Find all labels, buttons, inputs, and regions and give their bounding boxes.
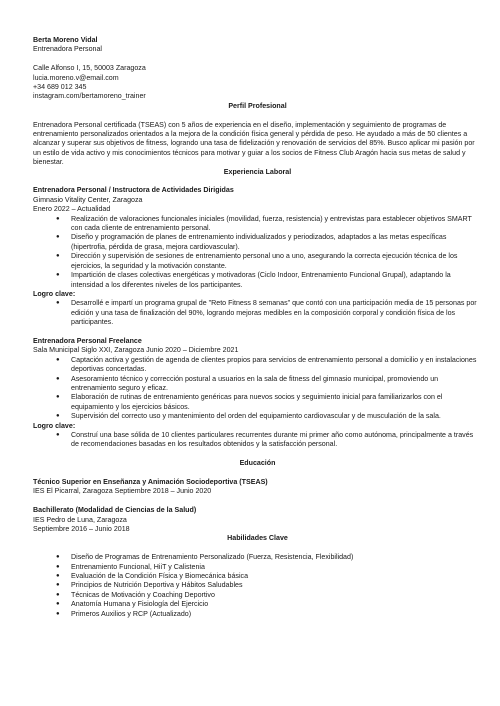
achievement-label: Logro clave: (33, 421, 76, 430)
skills-list (33, 553, 482, 619)
degree-school: IES Pedro de Luna, Zaragoza (33, 515, 127, 524)
education-entry (33, 478, 482, 497)
candidate-name: Berta Moreno Vidal (33, 36, 98, 44)
job-entry (33, 186, 482, 327)
candidate-title: Entrenadora Personal (33, 45, 103, 54)
list-item: ● Diseño de Programas de Entrenamiento Personalizado (Fuerza, Resistencia, Flexibilidad) (61, 553, 482, 562)
job-role: Entrenadora Personal / Instructora de Actividades Dirigidas (33, 186, 234, 195)
degree-title: Bachillerato (Modalidad de Ciencias de la Salud) (33, 506, 197, 515)
job-company: Gimnasio Vitality Center, Zaragoza (33, 195, 143, 204)
job-company-dates: Sala Municipal Siglo XXI, Zaragoza Junio 2020 – Diciembre 2021 (33, 346, 239, 355)
achievement-item: ● Construí una base sólida de 10 clientes particulares recurrentes durante mi primer año como autónoma, principalmente a través de recomendaciones basadas en los resultados obtenidos y la satisfacción personal. (61, 431, 482, 450)
achievement-list (33, 431, 482, 450)
list-item: ● Técnicas de Motivación y Coaching Deportivo (61, 591, 482, 600)
section-heading-experience: Experiencia Laboral (223, 167, 292, 176)
phone: +34 689 012 345 (33, 83, 87, 92)
list-item: ● Primeros Auxilios y RCP (Actualizado) (61, 610, 482, 619)
list-item: ● Dirección y supervisión de sesiones de entrenamiento personal uno a uno, asegurando la correcta ejecución técnica de los ejercicios, la seguridad y la motivación constante. (61, 252, 482, 271)
list-item: ● Asesoramiento técnico y corrección postural a usuarios en la sala de fitness del gimnasio municipal, promoviendo un entrenamiento seguro y eficaz. (61, 375, 482, 394)
list-item: ● Realización de valoraciones funcionales iniciales (movilidad, fuerza, resistencia) y entrevistas para establecer objetivos SMART con cada cliente de entrenamiento personal. (61, 215, 482, 234)
list-item: ● Supervisión del correcto uso y mantenimiento del orden del equipamiento cardiovascular y de musculación de la sala. (61, 412, 482, 421)
degree-dates: Septiembre 2016 – Junio 2018 (33, 525, 130, 534)
section-heading-education: Educación (239, 459, 276, 468)
job-dates: Enero 2022 – Actualidad (33, 205, 111, 214)
section-heading-skills: Habilidades Clave (227, 534, 288, 543)
job-bullets (33, 356, 482, 422)
job-bullets (33, 215, 482, 290)
list-item: ● Evaluación de la Condición Física y Biomecánica básica (61, 572, 482, 581)
job-role: Entrenadora Personal Freelance (33, 336, 142, 345)
degree-detail: IES El Picarral, Zaragoza Septiembre 2018 – Junio 2020 (33, 487, 212, 496)
list-item: ● Elaboración de rutinas de entrenamiento genéricas para nuevos socios y seguimiento inicial para familiarizarlos con el equipamiento y los ejercicios básicos. (61, 393, 482, 412)
list-item: ● Impartición de clases colectivas energéticas y motivadoras (Ciclo Indoor, Entrenamiento Funcional Grupal), adaptando la intensidad a los diferentes niveles de los participantes. (61, 271, 482, 290)
degree-title: Técnico Superior en Enseñanza y Animación Sociodeportiva (TSEAS) (33, 478, 268, 486)
achievement-list (33, 299, 482, 327)
section-heading-profile: Perfil Profesional (228, 101, 287, 110)
profile-text: Entrenadora Personal certificada (TSEAS) con 5 años de experiencia en el diseño, implementación y seguimiento de programas de entrenamiento personalizados orientados a la mejora de la condición física general y pérdida de peso. He ayudado a más de 50 clientes a alcanzar y superar sus objetivos de fitness, logrando una tasa de fidelización y renovación de servicios del 85%. Busco aplicar mi pasión por un estilo de vida activo y mis conocimientos técnicos para motivar y guiar a los socios de Fitness Club Aragón hacia sus metas de salud y bienestar. (33, 120, 475, 167)
email: lucia.moreno.v@email.com (33, 73, 119, 82)
instagram: instagram.com/bertamoreno_trainer (33, 92, 146, 101)
list-item: ● Diseño y programación de planes de entrenamiento individualizados y periodizados, adaptados a las metas específicas (hipertrofia, pérdida de grasa, mejora cardiovascular). (61, 233, 482, 252)
education-entry (33, 506, 482, 534)
list-item: ● Anatomía Humana y Fisiología del Ejercicio (61, 600, 482, 609)
list-item: ● Captación activa y gestión de agenda de clientes propios para servicios de entrenamiento personal a domicilio y en instalaciones deportivas concertadas. (61, 356, 482, 375)
address: Calle Alfonso I, 15, 50003 Zaragoza (33, 64, 146, 73)
achievement-item: ● Desarrollé e impartí un programa grupal de "Reto Fitness 8 semanas" que contó con una participación media de 15 personas por edición y una tasa de finalización del 90%, logrando mejoras medibles en la composición corporal y condición física de los participantes. (61, 299, 482, 327)
job-entry (33, 337, 482, 450)
list-item: ● Entrenamiento Funcional, HiiT y Calistenia (61, 563, 482, 572)
list-item: ● Principios de Nutrición Deportiva y Hábitos Saludables (61, 581, 482, 590)
achievement-label: Logro clave: (33, 289, 76, 298)
